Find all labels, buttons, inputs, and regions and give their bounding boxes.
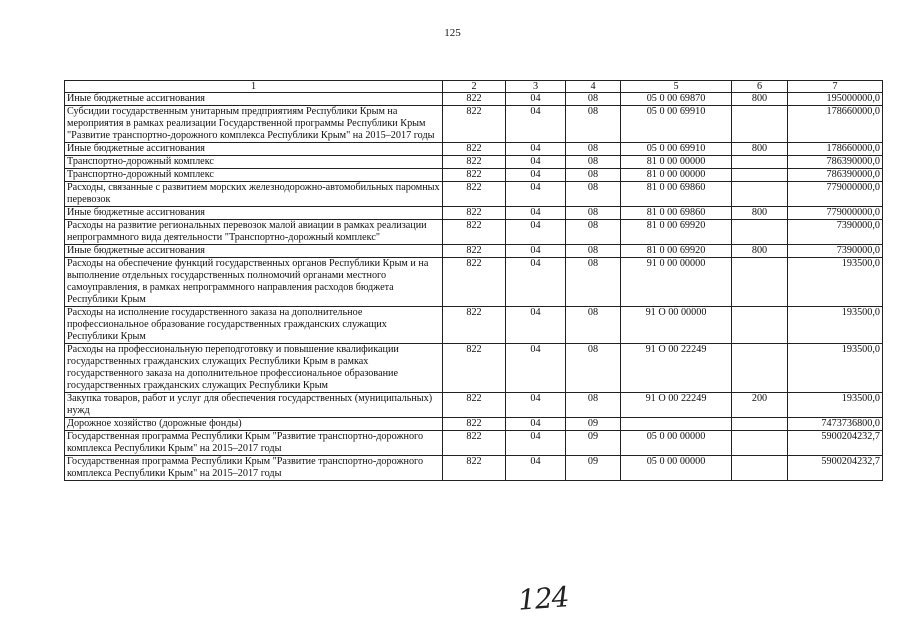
row-code-6: 800 <box>732 245 788 258</box>
row-code-5: 81 0 00 69860 <box>621 207 732 220</box>
row-code-4: 09 <box>566 418 621 431</box>
row-code-3: 04 <box>506 307 566 344</box>
row-name: Иные бюджетные ассигнования <box>65 93 443 106</box>
row-amount: 779000000,0 <box>788 182 883 207</box>
column-header: 6 <box>732 81 788 93</box>
row-code-6 <box>732 258 788 307</box>
row-code-5: 05 0 00 69910 <box>621 143 732 156</box>
row-code-4: 08 <box>566 245 621 258</box>
table-row <box>65 143 883 156</box>
row-amount: 193500,0 <box>788 344 883 393</box>
row-code-2: 822 <box>443 207 506 220</box>
table-row <box>65 344 883 393</box>
row-code-4: 08 <box>566 106 621 143</box>
row-code-6 <box>732 456 788 481</box>
column-header: 1 <box>65 81 443 93</box>
column-header: 3 <box>506 81 566 93</box>
row-amount: 5900204232,7 <box>788 431 883 456</box>
table-row <box>65 93 883 106</box>
table-header-row <box>65 81 883 93</box>
table-row <box>65 258 883 307</box>
table-row <box>65 220 883 245</box>
row-code-6 <box>732 307 788 344</box>
row-code-3: 04 <box>506 207 566 220</box>
column-header: 7 <box>788 81 883 93</box>
row-name: Транспортно-дорожный комплекс <box>65 156 443 169</box>
row-code-5: 91 О 00 00000 <box>621 307 732 344</box>
column-header: 5 <box>621 81 732 93</box>
table-row <box>65 393 883 418</box>
row-code-5: 81 0 00 69920 <box>621 220 732 245</box>
row-code-6 <box>732 220 788 245</box>
row-code-2: 822 <box>443 169 506 182</box>
row-code-5: 91 0 00 00000 <box>621 258 732 307</box>
row-code-5: 81 0 00 69860 <box>621 182 732 207</box>
row-code-5: 91 О 00 22249 <box>621 344 732 393</box>
row-name: Транспортно-дорожный комплекс <box>65 169 443 182</box>
row-code-6: 800 <box>732 143 788 156</box>
table-row <box>65 431 883 456</box>
row-code-5: 81 0 00 00000 <box>621 169 732 182</box>
row-code-4: 08 <box>566 93 621 106</box>
row-code-2: 822 <box>443 431 506 456</box>
row-code-3: 04 <box>506 418 566 431</box>
row-amount: 193500,0 <box>788 258 883 307</box>
row-amount: 178660000,0 <box>788 143 883 156</box>
row-code-4: 08 <box>566 207 621 220</box>
row-code-2: 822 <box>443 182 506 207</box>
row-code-4: 08 <box>566 344 621 393</box>
table-row <box>65 307 883 344</box>
row-amount: 195000000,0 <box>788 93 883 106</box>
row-code-4: 08 <box>566 220 621 245</box>
row-code-5: 05 0 00 00000 <box>621 456 732 481</box>
row-name: Закупка товаров, работ и услуг для обеспечения государственных (муниципальных) нужд <box>65 393 443 418</box>
row-code-5: 05 0 00 69870 <box>621 93 732 106</box>
row-code-3: 04 <box>506 220 566 245</box>
row-code-6 <box>732 106 788 143</box>
row-name: Дорожное хозяйство (дорожные фонды) <box>65 418 443 431</box>
row-code-2: 822 <box>443 393 506 418</box>
row-amount: 178660000,0 <box>788 106 883 143</box>
row-code-6 <box>732 156 788 169</box>
table-row <box>65 169 883 182</box>
row-code-2: 822 <box>443 93 506 106</box>
page-number: 125 <box>444 27 461 39</box>
row-code-2: 822 <box>443 344 506 393</box>
row-code-6 <box>732 182 788 207</box>
row-code-4: 09 <box>566 456 621 481</box>
row-code-3: 04 <box>506 106 566 143</box>
row-code-6 <box>732 431 788 456</box>
row-code-5: 91 О 00 22249 <box>621 393 732 418</box>
table-row <box>65 106 883 143</box>
row-name: Расходы на обеспечение функций государственных органов Республики Крым и на выполнение отдельных государственных полномочий органами местного самоуправления, в рамках непрограммного направления расходов бюджета Республики Крым <box>65 258 443 307</box>
row-name: Расходы на развитие региональных перевозок малой авиации в рамках реализации непрограммного вида деятельности "Транспортно-дорожный комплекс" <box>65 220 443 245</box>
row-code-2: 822 <box>443 456 506 481</box>
row-code-4: 09 <box>566 431 621 456</box>
row-code-3: 04 <box>506 431 566 456</box>
row-code-6: 800 <box>732 93 788 106</box>
row-code-3: 04 <box>506 156 566 169</box>
row-code-6: 800 <box>732 207 788 220</box>
row-code-3: 04 <box>506 456 566 481</box>
table-row <box>65 418 883 431</box>
row-name: Государственная программа Республики Крым "Развитие транспортно-дорожного комплекса Республики Крым" на 2015–2017 годы <box>65 431 443 456</box>
table-row <box>65 207 883 220</box>
table-row <box>65 456 883 481</box>
row-code-5: 81 0 00 69920 <box>621 245 732 258</box>
row-code-6 <box>732 418 788 431</box>
row-amount: 193500,0 <box>788 393 883 418</box>
row-amount: 7390000,0 <box>788 220 883 245</box>
row-code-6 <box>732 169 788 182</box>
row-code-4: 08 <box>566 156 621 169</box>
row-code-2: 822 <box>443 258 506 307</box>
table-body <box>65 93 883 481</box>
row-code-2: 822 <box>443 307 506 344</box>
row-name: Расходы на исполнение государственного заказа на дополнительное профессиональное образование государственных гражданских служащих Республики Крым <box>65 307 443 344</box>
row-code-4: 08 <box>566 143 621 156</box>
row-name: Субсидии государственным унитарным предприятиям Республики Крым на мероприятия в рамках реализации Государственной программы Республики Крым "Развитие транспортно-дорожного комплекса Республики Крым" на 2015–2017 годы <box>65 106 443 143</box>
row-code-2: 822 <box>443 156 506 169</box>
row-amount: 786390000,0 <box>788 156 883 169</box>
budget-table <box>64 80 883 481</box>
row-code-3: 04 <box>506 258 566 307</box>
table-row <box>65 245 883 258</box>
row-code-5 <box>621 418 732 431</box>
row-amount: 786390000,0 <box>788 169 883 182</box>
column-header: 2 <box>443 81 506 93</box>
row-amount: 7473736800,0 <box>788 418 883 431</box>
row-code-2: 822 <box>443 106 506 143</box>
row-name: Расходы, связанные с развитием морских железнодорожно-автомобильных паромных перевозок <box>65 182 443 207</box>
row-code-3: 04 <box>506 245 566 258</box>
table-row <box>65 156 883 169</box>
row-amount: 779000000,0 <box>788 207 883 220</box>
row-amount: 5900204232,7 <box>788 456 883 481</box>
row-code-4: 08 <box>566 393 621 418</box>
row-code-3: 04 <box>506 182 566 207</box>
row-name: Иные бюджетные ассигнования <box>65 143 443 156</box>
table-row <box>65 182 883 207</box>
handwritten-page-number: 124 <box>516 580 570 617</box>
row-code-4: 08 <box>566 169 621 182</box>
row-code-4: 08 <box>566 258 621 307</box>
row-code-6 <box>732 344 788 393</box>
row-name: Расходы на профессиональную переподготовку и повышение квалификации государственных гражданских служащих Республики Крым в рамках государственного заказа на дополнительное профессиональное образование государственных гражданских служащих Республики Крым <box>65 344 443 393</box>
column-header: 4 <box>566 81 621 93</box>
row-amount: 193500,0 <box>788 307 883 344</box>
row-code-4: 08 <box>566 182 621 207</box>
row-code-2: 822 <box>443 245 506 258</box>
row-code-2: 822 <box>443 418 506 431</box>
row-code-5: 05 0 00 69910 <box>621 106 732 143</box>
row-name: Государственная программа Республики Крым "Развитие транспортно-дорожного комплекса Республики Крым" на 2015–2017 годы <box>65 456 443 481</box>
row-code-3: 04 <box>506 143 566 156</box>
row-code-4: 08 <box>566 307 621 344</box>
row-name: Иные бюджетные ассигнования <box>65 207 443 220</box>
row-code-3: 04 <box>506 169 566 182</box>
row-code-3: 04 <box>506 393 566 418</box>
row-name: Иные бюджетные ассигнования <box>65 245 443 258</box>
row-amount: 7390000,0 <box>788 245 883 258</box>
row-code-5: 81 0 00 00000 <box>621 156 732 169</box>
row-code-2: 822 <box>443 220 506 245</box>
row-code-6: 200 <box>732 393 788 418</box>
row-code-3: 04 <box>506 344 566 393</box>
row-code-5: 05 0 00 00000 <box>621 431 732 456</box>
row-code-2: 822 <box>443 143 506 156</box>
row-code-3: 04 <box>506 93 566 106</box>
